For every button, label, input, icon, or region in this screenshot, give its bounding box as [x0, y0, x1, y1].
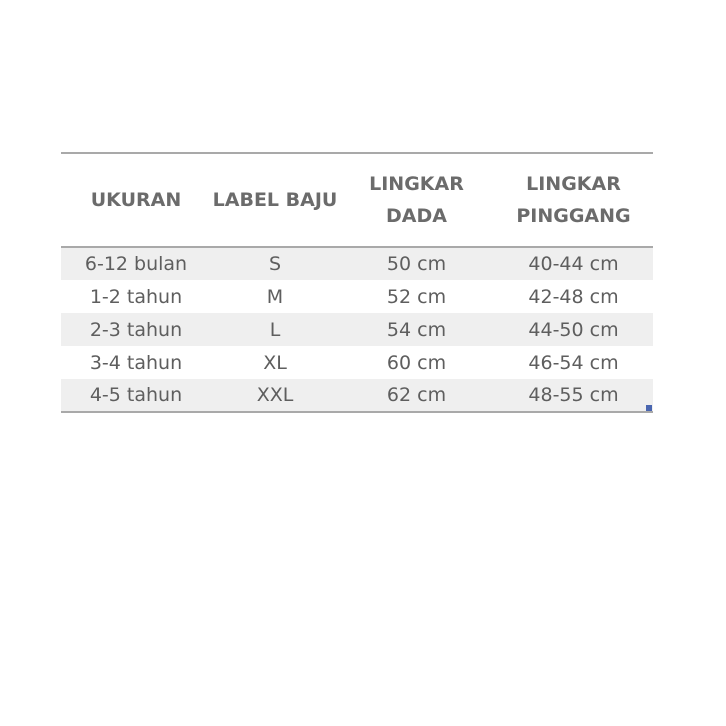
size-chart-table: [61, 152, 653, 413]
cell-label-baju: XXL: [211, 379, 339, 412]
header-lingkar-pinggang-line-1: LINGKAR: [526, 173, 621, 195]
table-row: [61, 313, 653, 346]
cell-ukuran: 3-4 tahun: [89, 351, 183, 374]
table-body: [61, 247, 653, 412]
cell-ukuran: 4-5 tahun: [61, 379, 211, 412]
cell-ukuran: 2-3 tahun: [61, 313, 211, 346]
cell-ukuran: 6-12 bulan: [61, 247, 211, 280]
cell-lingkar-pinggang: 46-54 cm: [528, 351, 619, 374]
header-label-baju: [211, 153, 339, 247]
cell-label-baju: L: [211, 313, 339, 346]
cell-lingkar-dada: 60 cm: [386, 351, 447, 374]
header-row: [61, 153, 653, 247]
resize-handle-icon[interactable]: [646, 405, 652, 411]
header-label-baju-line: LABEL BAJU: [212, 189, 338, 211]
header-ukuran-line: UKURAN: [90, 189, 182, 211]
cell-label-baju: S: [211, 247, 339, 280]
cell-lingkar-pinggang: 40-44 cm: [494, 247, 653, 280]
table-row: [61, 379, 653, 412]
header-lingkar-dada: [339, 153, 494, 247]
cell-lingkar-dada: 62 cm: [339, 379, 494, 412]
table-header: [61, 153, 653, 247]
cell-label-baju: M: [266, 285, 284, 308]
cell-ukuran: 1-2 tahun: [89, 285, 183, 308]
header-lingkar-pinggang-line-2: PINGGANG: [516, 205, 631, 227]
cell-lingkar-pinggang: 48-55 cm: [494, 379, 653, 412]
header-ukuran: [61, 153, 211, 247]
cell-lingkar-dada: 50 cm: [339, 247, 494, 280]
cell-lingkar-dada: 54 cm: [339, 313, 494, 346]
table-row: [61, 346, 653, 379]
cell-lingkar-pinggang: 44-50 cm: [494, 313, 653, 346]
table-row: [61, 280, 653, 313]
cell-lingkar-dada: 52 cm: [386, 285, 447, 308]
table-row: [61, 247, 653, 280]
header-lingkar-dada-line-1: LINGKAR: [369, 173, 464, 195]
header-lingkar-dada-line-2: DADA: [386, 205, 447, 227]
cell-label-baju: XL: [263, 351, 287, 374]
cell-lingkar-pinggang: 42-48 cm: [528, 285, 619, 308]
header-lingkar-pinggang: [494, 153, 653, 247]
